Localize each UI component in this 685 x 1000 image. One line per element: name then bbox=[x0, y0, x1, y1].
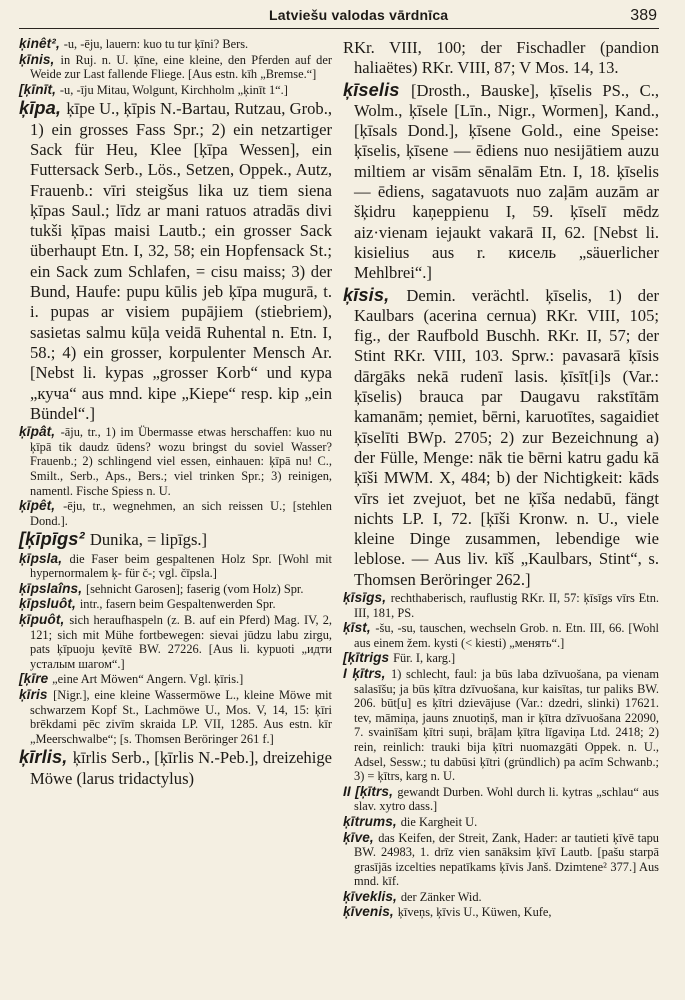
entry-headword: ķīpât, bbox=[19, 424, 61, 440]
entry-headword: ķīveklis, bbox=[343, 888, 401, 904]
entry-definition: -āju, tr., 1) im Übermasse etwas herschaffen: kuo nu ķīpā tik daudz ūdens? wozu bringst du soviel Wasser? Frauenb.; 2) schlingend viel essen, einhauen: ķīpā nu! C., Smilt., Serb., Aps., Bers.; viel trinken Spr.; 3) reinigen, namentl. Fische Spiess n. U. bbox=[30, 425, 332, 498]
entry-headword: ķīpsluôt, bbox=[19, 596, 80, 612]
dictionary-entry bbox=[343, 831, 659, 889]
dictionary-entry bbox=[343, 815, 659, 830]
entry-definition: [sehnicht Garosen]; faserig (vom Holz) Spr. bbox=[85, 581, 304, 596]
entry-headword: ķīrlis, bbox=[19, 746, 73, 768]
entry-headword: ķīselis bbox=[343, 78, 412, 100]
entry-headword: ķīnis, bbox=[19, 51, 61, 67]
dictionary-entry bbox=[19, 529, 332, 550]
entry-headword: [ķītrigs bbox=[343, 650, 394, 666]
entry-headword: ķīst, bbox=[343, 620, 376, 636]
entry-headword: ķīsīgs, bbox=[343, 590, 391, 606]
dictionary-entry bbox=[19, 597, 332, 612]
entry-headword: ķīpuôt, bbox=[19, 611, 70, 627]
left-column bbox=[19, 37, 332, 921]
dictionary-entry bbox=[19, 688, 332, 746]
dictionary-entry bbox=[19, 582, 332, 597]
page-header bbox=[19, 7, 659, 29]
dictionary-entry bbox=[19, 747, 332, 789]
entry-definition: [Drosth., Bauske], ķīselis PS., C., Wolm., ķīsele [Līn., Nigr., Wormen], Kand., [ķīsals Dond.], ķīsene Gold., eine Speise: ķīselis, ķīsene — ēdiens nuo nesijātiem auzu miltiem ar visām sēnalām Etn. I, 18. ķīselis — ēdiens, sagatavuots nuo zaļām auzām ar šķidru kaņeppienu I, 59. ķīselī mēdz aiz·vienam iejaukt vakarā II, 62. [Nebst li. kisielius aus r. кисель „säuerlicher Mehlbrei“.] bbox=[354, 80, 659, 283]
entry-definition: der Zänker Wid. bbox=[400, 889, 482, 904]
right-column bbox=[343, 37, 659, 921]
entry-definition: -u, -īju Mitau, Wolgunt, Kirchholm „ķinīt 1“.] bbox=[59, 82, 288, 97]
entry-definition: ķīrlis Serb., [ķīrlis N.-Peb.], dreizehige Möwe (larus tridactylus) bbox=[30, 748, 332, 788]
dictionary-entry bbox=[19, 613, 332, 671]
dictionary-entry bbox=[19, 83, 332, 98]
entry-definition: ķīpe U., ķīpis N.-Bartau, Rutzau, Grob., 1) ein grosses Fass Spr.; 2) ein netzartiger Sack für Heu, Klee [ķīpa Wessen], ein Futtersack Serb., Lös., Setzen, Oppek., Autz, Frauenb.: vīri steigšus lika uz tiem siena ķīpas Saul.; līdz ar mani ratuos atradās divi tukši ķīpas maisi Lautb.; ein grosser Sack überhaupt Etn. I, 32, 58; ein Hopfensack St.; ein Sack zum Schlafen, = cisu maiss; 3) der Bund, Haufe: pupu kūlis jeb ķīpa mugurā, t. i. pupas ar visiem pupājiem (stiebriem), sasietas salmu kūļa veidā Ruhental n. Etn. I, 58.; 4) ein grosser, korpulenter Mensch Ar. [Nebst li. kypas „grosser Korb“ und кура „куча“ aus mnd. kipe „Kiepe“ resp. kip „ein Bündel“.] bbox=[30, 99, 332, 423]
entry-definition: intr., fasern beim Gespaltenwerden Spr. bbox=[79, 597, 276, 612]
dictionary-entry bbox=[19, 672, 332, 687]
entry-headword: ķīris bbox=[19, 686, 54, 702]
text-columns bbox=[19, 37, 659, 921]
entry-definition: -u, -ēju, lauern: kuo tu tur ķīni? Bers. bbox=[63, 37, 249, 51]
entry-headword: [ķīnīt, bbox=[19, 81, 60, 97]
dictionary-entry bbox=[343, 621, 659, 650]
entry-definition: rechthaberisch, rauflustig RKr. II, 57: ķīsīgs vīrs Etn. III, 181, PS. bbox=[354, 591, 659, 620]
entry-definition: Demin. veräсhtl. ķīselis, 1) der Kaulbars (acerina cernua) RKr. VIII, 105; fig., der Raufbold Buschh. RKr. II, 57; der Stint RKr. VIII, 103. Sprw.: pavasarā ķīsis dārgāks nekā rudenī lasis. ķīsīt[i]s (Var.: ķīselis) brauca par Daugavu rakstītām kamanām; ņemiet, bērni, karuotītes, sagaidiet ķīselīti BWp. 2705; 2) zur Bezeichnung a) der Fülle, Menge: nāk tie bērni katru gadu kā ķīši MWM. X, 484; b) der Nichtigkeit: kāds vīrs iet zvejuot, bet ne ķīša nedabū, fängt nichts LP. I, 72. [ķīši Kronw. n. U., viele kleine Dinge zusammen, lebendige wie leblose. — Aus liv. kīš „Kaulbars, Stint“, s. Thomsen Beröringer 262.] bbox=[354, 285, 659, 589]
entry-headword: ķīpêt, bbox=[19, 498, 64, 514]
entry-headword: ķinêt², bbox=[19, 36, 64, 51]
entry-headword: [ķīre bbox=[19, 671, 53, 687]
dictionary-entry bbox=[19, 552, 332, 581]
dictionary-entry bbox=[343, 651, 659, 666]
entry-definition: die Faser beim gespaltenen Holz Spr. [Wohl mit hypernormalem ķ- für č-; vgl. čīpsla.] bbox=[30, 551, 332, 581]
dictionary-entry bbox=[343, 591, 659, 620]
dictionary-entry bbox=[19, 37, 332, 52]
running-title: Latviešu valodas vārdnīca bbox=[268, 7, 449, 23]
entry-definition: sich heraufhaspeln (z. B. auf ein Pferd) Mag. IV, 2, 121; sich mit Mühe fortbewegen: sievai jūdzu labu zirgu, pats ķīpuoju ķevītē BW. 27226. [Aus li. kypuoti „идти усталым шагом“.] bbox=[30, 612, 333, 671]
entry-headword: ķīpsla, bbox=[19, 550, 70, 566]
dictionary-entry bbox=[343, 890, 659, 905]
dictionary-entry bbox=[343, 37, 659, 79]
entry-headword: II [ķītrs, bbox=[343, 783, 398, 799]
dictionary-entry bbox=[19, 53, 332, 82]
entry-headword: ķīpa, bbox=[19, 97, 67, 119]
entry-headword: I ķītrs, bbox=[343, 665, 391, 681]
dictionary-entry bbox=[19, 98, 332, 424]
entry-definition: ķīveņs, ķīvis U., Küwen, Kufe, bbox=[397, 905, 552, 920]
dictionary-entry bbox=[343, 785, 659, 814]
entry-headword: [ķīpīgs² bbox=[19, 528, 90, 550]
dictionary-entry bbox=[343, 667, 659, 784]
entry-headword: ķīve, bbox=[343, 829, 379, 845]
entry-headword: ķīpslaîns, bbox=[19, 580, 86, 596]
entry-definition: RKr. VIII, 100; der Fischadler (pandion haliaëtes) RKr. VIII, 87; V Mos. 14, 13. bbox=[343, 38, 659, 78]
entry-definition: gewandt Durben. Wohl durch li. kytras „schlau“ aus slav. xytro dass.] bbox=[354, 784, 659, 814]
entry-definition: -šu, -su, tauschen, wechseln Grob. n. Etn. III, 66. [Wohl aus einem žem. kysti (< kiesti) „менять“.] bbox=[354, 621, 659, 650]
page-number: 389 bbox=[630, 7, 657, 24]
entry-definition: 1) schlecht, faul: ja būs laba dzīvuošana, pa vienam salasīšu; ja būs ķītra dzīvuošana, kur kaisītas, tur paliks BW. 206. būt[u] es ķītri dzievājuse (Var.: dzedri, slinki) 17621. tev, māmiņa, jauns znuotiņš, man ir ķītra dzīvuošana 22090, 7. svainīšam ķītri suņi, brāļam ķītra līgaviņa Ltd. 2418; 2) rein, reinlich: trauki bija ķītri nuomazgāti Oppek. n. U., Adsel, Sessw.; tu dabūsi ķītri (gründlich) pa acīm Schwanb.; 3) = ķītrs, karg n. U. bbox=[354, 666, 659, 784]
entry-definition: in Ruj. n. U. ķīne, eine kleine, den Pferden auf der Weide zur Last fallende Fliege. [Aus estn. kīh „Bremse.“] bbox=[30, 52, 332, 82]
entry-definition: Dunika, = lipīgs.] bbox=[89, 530, 208, 550]
entry-definition: die Kargheit U. bbox=[400, 814, 478, 829]
entry-headword: ķīsis, bbox=[343, 283, 407, 305]
entry-definition: „eine Art Möwen“ Angern. Vgl. ķīris.] bbox=[52, 672, 244, 687]
entry-definition: -ēju, tr., wegnehmen, an sich reissen U.; [stehlen Dond.]. bbox=[30, 499, 332, 528]
entry-definition: Für. I, karg.] bbox=[393, 651, 456, 666]
dictionary-entry bbox=[343, 80, 659, 284]
dictionary-entry bbox=[343, 905, 659, 920]
entry-definition: das Keifen, der Streit, Zank, Hader: ar tautieti ķīvē tapu BW. 24983, 1. drīz vien sanāksim ķīvī Lautb. [pašu starpā grasījās izcelties nepatīkams ķīvis Janš. Dzimtene² 377.] Aus mnd. kīf. bbox=[354, 830, 659, 889]
dictionary-entry bbox=[343, 285, 659, 590]
dictionary-entry bbox=[19, 499, 332, 528]
entry-definition: [Nigr.], eine kleine Wassermöwe L., kleine Möwe mit schwarzem Kopf St., Lachmöwe U., Mos. V, 14, 15: ķīri brēkdami pēc zivīm skraida LP. VII, 1285. Aus estn. kīr „Meerschwalbe“; [s. Thomsen Beröringer 261 f.] bbox=[30, 687, 332, 746]
entry-headword: ķīvenis, bbox=[343, 904, 398, 920]
dictionary-entry bbox=[19, 425, 332, 498]
entry-headword: ķītrums, bbox=[343, 813, 401, 829]
